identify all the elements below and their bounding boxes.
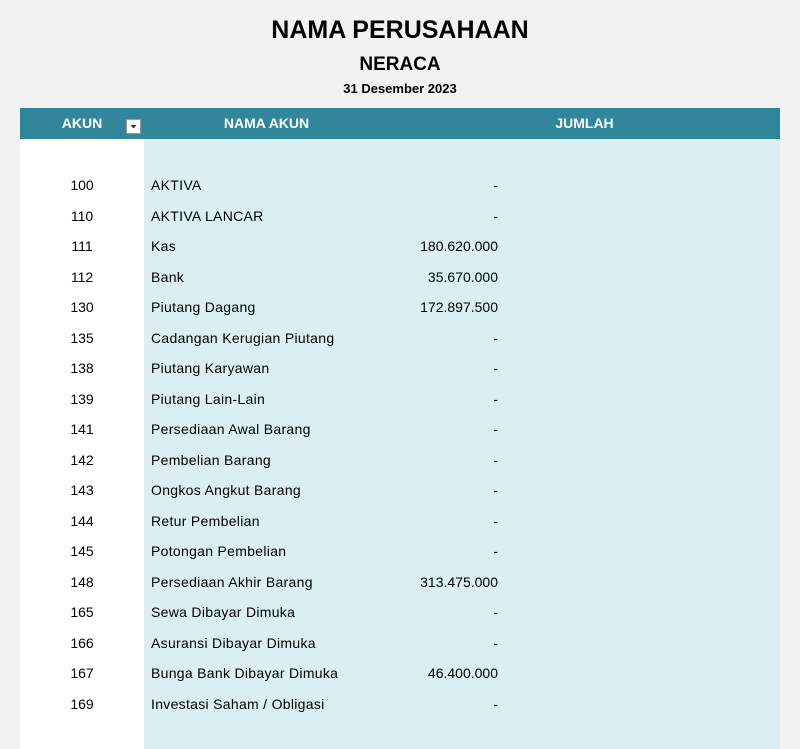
account-amount[interactable]: - <box>493 451 498 468</box>
account-code[interactable]: 143 <box>70 482 94 498</box>
table-row <box>20 628 780 659</box>
table-row <box>20 475 780 506</box>
column-header-jumlah[interactable]: JUMLAH <box>555 115 614 131</box>
account-name[interactable]: Persediaan Akhir Barang <box>151 573 313 590</box>
account-code[interactable]: 148 <box>70 573 94 590</box>
account-name[interactable]: Retur Pembelian <box>151 512 260 529</box>
account-code[interactable]: 142 <box>70 451 94 468</box>
company-name: NAMA PERUSAHAAN <box>271 16 529 44</box>
account-code[interactable]: 138 <box>70 360 94 376</box>
account-code[interactable]: 166 <box>70 634 94 651</box>
table-row <box>20 292 780 323</box>
table-row <box>20 414 780 445</box>
account-code[interactable]: 165 <box>70 604 94 620</box>
account-code[interactable]: 144 <box>70 512 94 529</box>
account-code[interactable]: 169 <box>70 695 94 712</box>
report-date: 31 Desember 2023 <box>343 81 457 96</box>
account-amount[interactable]: - <box>493 329 498 346</box>
balance-sheet-table <box>20 108 780 749</box>
table-row <box>20 201 780 232</box>
table-row <box>20 445 780 476</box>
account-code[interactable]: 145 <box>70 543 94 559</box>
account-amount[interactable]: - <box>493 360 498 376</box>
account-name[interactable]: Potongan Pembelian <box>151 543 287 559</box>
table-row <box>20 567 780 598</box>
table-header <box>20 108 780 139</box>
account-amount[interactable]: - <box>493 634 498 651</box>
account-amount[interactable]: - <box>493 177 498 193</box>
account-code[interactable]: 141 <box>70 421 94 437</box>
account-code[interactable]: 112 <box>70 268 94 285</box>
account-code[interactable]: 100 <box>70 177 94 193</box>
account-code[interactable]: 167 <box>70 665 94 681</box>
account-amount[interactable]: 46.400.000 <box>427 665 498 681</box>
account-amount[interactable]: - <box>493 421 498 437</box>
account-amount[interactable]: - <box>493 695 498 712</box>
account-name[interactable]: Ongkos Angkut Barang <box>151 482 301 498</box>
account-name[interactable]: Persediaan Awal Barang <box>151 421 311 437</box>
column-header-akun[interactable]: AKUN <box>61 115 103 131</box>
account-code[interactable]: 110 <box>70 207 94 224</box>
account-amount[interactable]: - <box>493 512 498 529</box>
table-row <box>20 597 780 628</box>
account-name[interactable]: AKTIVA <box>151 177 202 193</box>
account-name[interactable]: Bunga Bank Dibayar Dimuka <box>151 665 339 681</box>
table-row <box>20 536 780 567</box>
account-amount[interactable]: - <box>493 390 498 407</box>
account-amount[interactable]: - <box>493 543 498 559</box>
account-amount[interactable]: 35.670.000 <box>427 268 498 285</box>
table-row <box>20 384 780 415</box>
account-name[interactable]: Kas <box>151 238 177 254</box>
account-code[interactable]: 130 <box>70 299 94 315</box>
account-amount[interactable]: 180.620.000 <box>420 238 498 254</box>
account-amount[interactable]: - <box>493 207 498 224</box>
account-name[interactable]: Cadangan Kerugian Piutang <box>151 329 335 346</box>
filter-dropdown-button[interactable] <box>126 119 141 134</box>
table-body <box>20 170 780 719</box>
account-code[interactable]: 135 <box>70 329 94 346</box>
account-code[interactable]: 111 <box>71 238 93 254</box>
account-amount[interactable]: - <box>493 604 498 620</box>
account-name[interactable]: Investasi Saham / Obligasi <box>151 695 325 712</box>
account-amount[interactable]: 172.897.500 <box>420 299 498 315</box>
chevron-down-icon <box>127 120 140 133</box>
account-amount[interactable]: 313.475.000 <box>420 573 498 590</box>
table-row <box>20 506 780 537</box>
account-name[interactable]: Pembelian Barang <box>151 451 271 468</box>
table-row <box>20 353 780 384</box>
table-row <box>20 658 780 689</box>
table-row <box>20 323 780 354</box>
table-row <box>20 170 780 201</box>
column-header-nama-akun[interactable]: NAMA AKUN <box>223 115 310 131</box>
account-name[interactable]: Sewa Dibayar Dimuka <box>151 604 296 620</box>
account-name[interactable]: Piutang Dagang <box>151 299 256 315</box>
account-amount[interactable]: - <box>493 482 498 498</box>
account-name[interactable]: AKTIVA LANCAR <box>151 207 264 224</box>
account-name[interactable]: Asuransi Dibayar Dimuka <box>151 634 316 651</box>
account-name[interactable]: Piutang Lain-Lain <box>151 390 266 407</box>
table-row <box>20 231 780 262</box>
table-row <box>20 689 780 720</box>
report-title: NERACA <box>359 54 441 75</box>
account-name[interactable]: Bank <box>151 268 185 285</box>
account-code[interactable]: 139 <box>70 390 94 407</box>
account-name[interactable]: Piutang Karyawan <box>151 360 270 376</box>
table-row <box>20 262 780 293</box>
